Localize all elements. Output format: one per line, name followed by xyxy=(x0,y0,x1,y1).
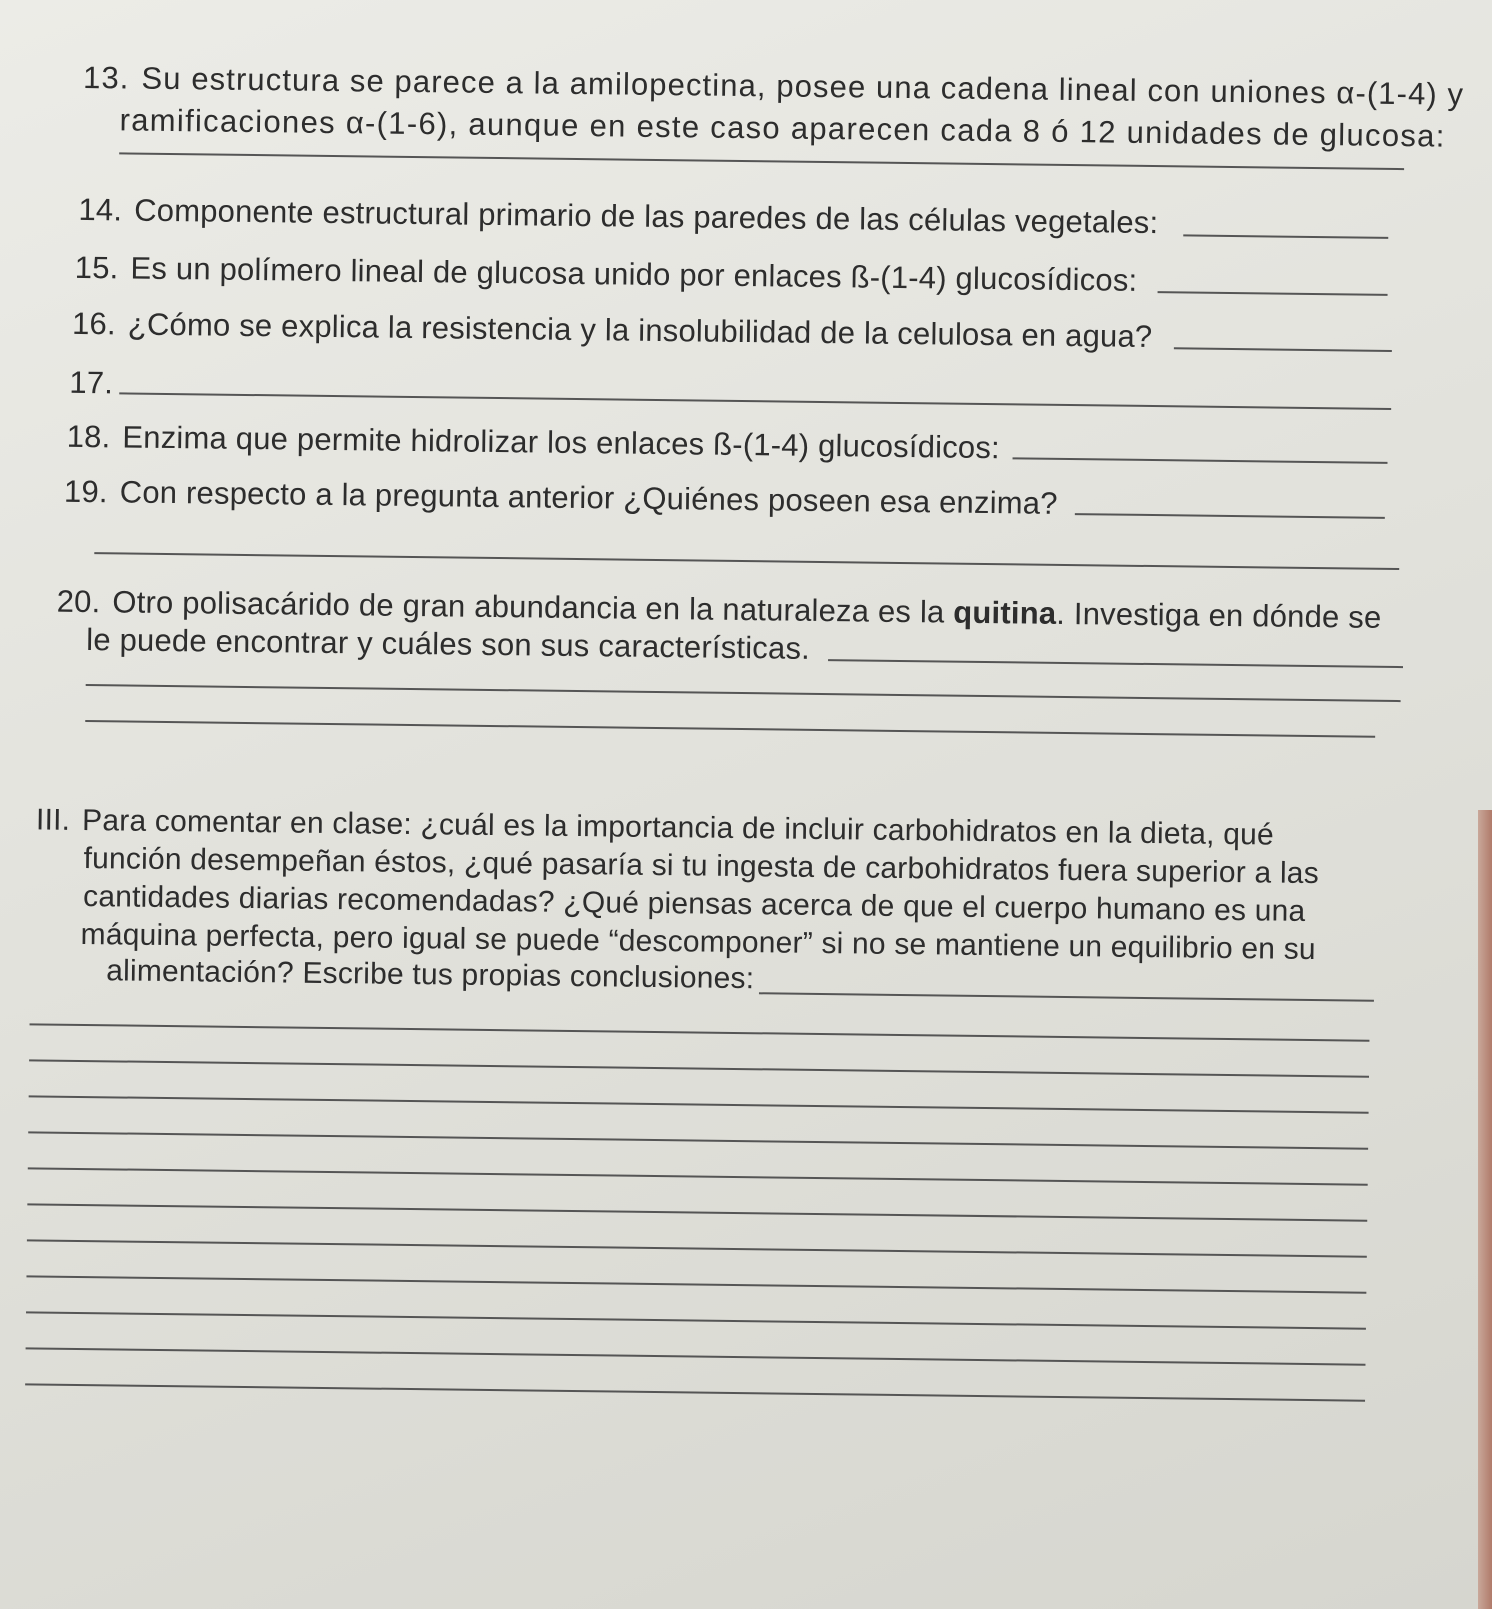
question-20-text-1b: . Investiga en dónde se xyxy=(1056,595,1382,635)
question-13-number: 13. xyxy=(82,59,130,96)
answer-line-19b[interactable] xyxy=(94,552,1399,570)
question-17 xyxy=(69,365,113,402)
conclusion-line-5[interactable] xyxy=(28,1167,1368,1185)
section-3-text-2: función desempeñan éstos, ¿qué pasaría si tu ingesta de carbohidratos fuera superior a las xyxy=(83,842,1320,891)
answer-line-13[interactable] xyxy=(119,152,1404,170)
answer-line-17[interactable] xyxy=(119,392,1391,410)
question-18 xyxy=(67,419,1001,466)
question-20-text-1a: Otro polisacárido de gran abundancia en la naturaleza es la xyxy=(112,584,954,630)
answer-line-20b[interactable] xyxy=(86,684,1401,702)
question-15 xyxy=(75,250,1138,299)
question-16 xyxy=(72,306,1153,355)
question-20-number: 20. xyxy=(56,583,101,620)
conclusion-line-3[interactable] xyxy=(29,1095,1369,1113)
section-3-text-1: Para comentar en clase: ¿cuál es la importancia de incluir carbohidratos en la dieta, qué xyxy=(81,803,1275,852)
answer-line-20c[interactable] xyxy=(85,720,1375,738)
question-13-line-2 xyxy=(119,102,1445,154)
question-14-text: Componente estructural primario de las paredes de las células vegetales: xyxy=(133,192,1159,241)
conclusion-line-1[interactable] xyxy=(30,1023,1370,1041)
question-13-text-2: ramificaciones α-(1-6), aunque en este caso aparecen cada 8 ó 12 unidades de glucosa: xyxy=(119,102,1446,154)
question-15-text: Es un polímero lineal de glucosa unido por enlaces ß-(1-4) glucosídicos: xyxy=(130,250,1138,298)
question-18-number: 18. xyxy=(66,418,111,455)
conclusion-line-2[interactable] xyxy=(29,1059,1369,1077)
section-3-text-3: cantidades diarias recomendadas? ¿Qué piensas acerca de que el cuerpo humano es una xyxy=(82,880,1306,928)
conclusion-line-8[interactable] xyxy=(26,1275,1366,1293)
conclusion-line-4[interactable] xyxy=(28,1131,1368,1149)
question-17-number: 17. xyxy=(69,364,114,401)
question-19-number: 19. xyxy=(63,473,108,510)
section-3-text-4: máquina perfecta, pero igual se puede “descomponer” si no se mantiene un equilibrio en su xyxy=(80,917,1316,967)
answer-line-18[interactable] xyxy=(1013,457,1388,464)
answer-line-14[interactable] xyxy=(1183,234,1388,239)
conclusion-line-7[interactable] xyxy=(27,1239,1367,1257)
section-3-text-5: alimentación? Escribe tus propias conclusiones: xyxy=(105,954,755,996)
question-15-number: 15. xyxy=(74,249,119,286)
question-16-text: ¿Cómo se explica la resistencia y la insolubilidad de la celulosa en agua? xyxy=(127,306,1153,355)
answer-line-15[interactable] xyxy=(1158,291,1388,296)
question-14-number: 14. xyxy=(78,191,123,228)
question-14 xyxy=(78,192,1158,241)
conclusion-line-11[interactable] xyxy=(25,1383,1365,1401)
answer-line-20a[interactable] xyxy=(828,659,1403,668)
question-19 xyxy=(64,474,1058,522)
question-13-text-1: Su estructura se parece a la amilopectina, posee una cadena lineal con uniones α-(1-4) y xyxy=(141,60,1465,112)
conclusion-line-9[interactable] xyxy=(26,1311,1366,1329)
question-20-keyword: quitina xyxy=(953,594,1057,631)
section-3-number: III. xyxy=(35,803,71,837)
question-20-line-2 xyxy=(86,622,810,667)
question-16-number: 16. xyxy=(71,305,117,342)
conclusion-line-10[interactable] xyxy=(26,1347,1366,1365)
question-18-text: Enzima que permite hidrolizar los enlaces ß-(1-4) glucosídicos: xyxy=(122,419,1001,466)
answer-line-16[interactable] xyxy=(1174,347,1392,352)
answer-line-19a[interactable] xyxy=(1075,513,1385,519)
section-3-line-5 xyxy=(106,954,754,996)
conclusion-line-6[interactable] xyxy=(27,1203,1367,1221)
question-19-text: Con respecto a la pregunta anterior ¿Quiénes poseen esa enzima? xyxy=(119,474,1058,521)
question-20-text-2: le puede encontrar y cuáles son sus características. xyxy=(86,622,811,666)
conclusion-line-0[interactable] xyxy=(759,992,1374,1002)
